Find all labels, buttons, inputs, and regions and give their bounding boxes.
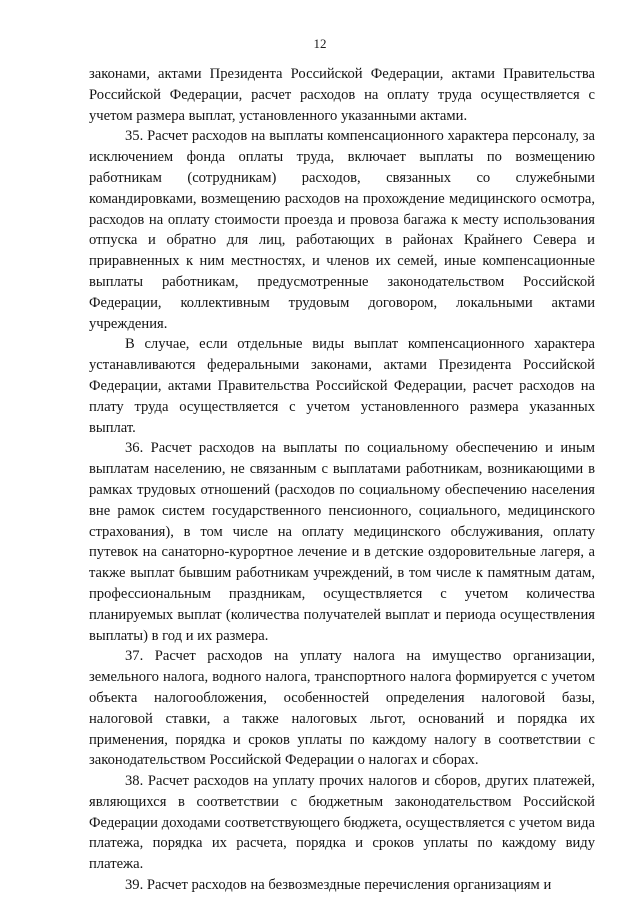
paragraph-item-37: 37. Расчет расходов на уплату налога на имущество организации, земельного налога, водного налога, транспортного налога формируется с учетом объекта налогообложения, особенностей определения налоговой базы, налоговой ставки, а также налоговых льгот, оснований и порядка их применения, порядка и сроков уплаты по каждому налогу в соответствии с законодательством Российской Федерации о налогах и сборах. (89, 648, 595, 769)
paragraph-item-35-note: В случае, если отдельные виды выплат компенсационного характера устанавливаются федеральными законами, актами Президента Российской Федерации, актами Правительства Российской Федерации, расчет расходов на плату труда осуществляется с учетом установленного размера указанных выплат. (89, 336, 595, 436)
paragraph-item-35: 35. Расчет расходов на выплаты компенсационного характера персоналу, за исключением фонда оплаты труда, включает выплаты по возмещению работникам (сотрудникам) расходов, связанных со служебными командировками, возмещению расходов на прохождение медицинского осмотра, расходов на оплату стоимости проезда и провоза багажа к месту использования отпуска и обратно для лиц, работающих в районах Крайнего Севера и приравненных к ним местностях, и членов их семей, иные компенсационные выплаты работникам, предусмотренные законодательством Российской Федерации, коллективным трудовым договором, локальными актами учреждения. (89, 128, 595, 332)
document-body (89, 64, 595, 896)
page-number: 12 (313, 36, 327, 51)
paragraph-continuation: законами, актами Президента Российской Федерации, актами Правительства Российской Федерации, расчет расходов на оплату труда осуществляется с учетом размера выплат, установленного указанными актами. (89, 66, 595, 124)
paragraph-item-36: 36. Расчет расходов на выплаты по социальному обеспечению и иным выплатам населению, не связанным с выплатами работникам, возникающими в рамках трудовых отношений (расходов по социальному обеспечению населения вне рамок систем государственного пенсионного, социального, медицинского страхования), в том числе на оплату медицинского обслуживания, оплату путевок на санаторно-курортное лечение и в детские оздоровительные лагеря, а также выплат бывшим работникам учреждений, в том числе к памятным датам, профессиональным праздникам, осуществляется с учетом количества планируемых выплат (количества получателей выплат и периода осуществления выплаты) в год и их размера. (89, 440, 595, 644)
paragraph-item-39: 39. Расчет расходов на безвозмездные перечисления организациям и (125, 877, 552, 894)
paragraph-item-38: 38. Расчет расходов на уплату прочих налогов и сборов, других платежей, являющихся в соответствии с бюджетным законодательством Российской Федерации доходами соответствующего бюджета, осуществляется с учетом вида платежа, порядка их расчета, порядка и сроков уплаты по каждому виду платежа. (89, 773, 595, 873)
